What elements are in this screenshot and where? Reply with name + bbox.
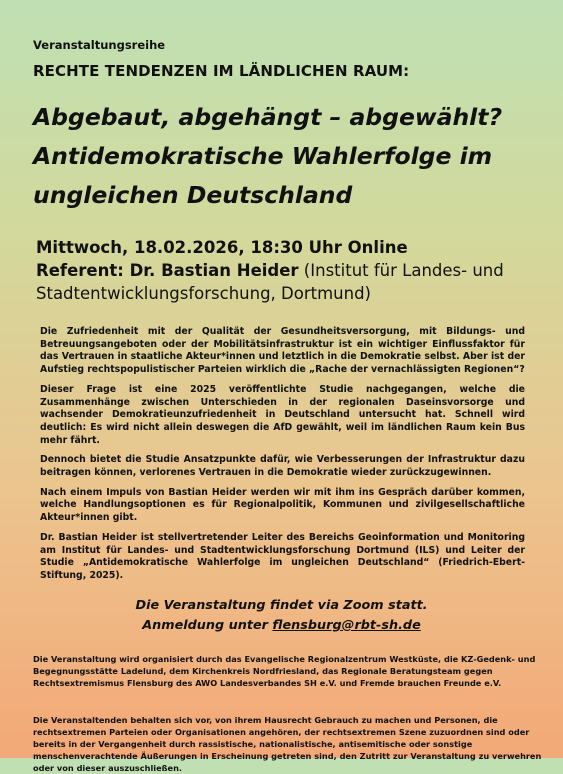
- house-rules-disclaimer: Die Veranstaltenden behalten sich vor, von ihrem Hausrecht Gebrauch zu machen und Personen, die rechtsextremen Parteien oder Organisationen angehören, der rechtsextremen Szene zuzuordnen sind oder bereits in der Vergangenheit durch rassistische, nationalistische, antisemitische oder sonstige menschenverachtende Äußerungen in Erscheinung getreten sind, den Zutritt zur Veranstaltung zu verwehren oder von dieser auszuschließen.: [33, 715, 542, 773]
- event-title-line-3: ungleichen Deutschland: [33, 181, 353, 209]
- referent-line: [36, 259, 551, 282]
- event-title: [33, 98, 543, 215]
- referent-name: Referent: Dr. Bastian Heider: [36, 261, 299, 280]
- event-description: [40, 326, 525, 590]
- referent-institution: (Institut für Landes- und: [298, 261, 504, 280]
- description-paragraph-5: Dr. Bastian Heider ist stellvertretender Leiter des Bereichs Geoinformation und Monitoring am Institut für Landes- und Stadtentwicklungsforschung Dortmund (ILS) und Leiter der Studie „Antidemokratische Wahlerfolge im ungleichen Deutschland“ (Friedrich-Ebert-Stiftung, 2025).: [40, 531, 525, 581]
- description-paragraph-3: Dennoch bietet die Studie Ansatzpunkte dafür, wie Verbesserungen der Infrastruktur dazu beitragen können, verlorenes Vertrauen in die Demokratie wieder zurückzugewinnen.: [40, 454, 525, 479]
- referent-institution-cont: Stadtentwicklungsforschung, Dortmund): [36, 284, 371, 303]
- registration-prefix: Anmeldung unter: [142, 618, 273, 633]
- event-details: [36, 236, 551, 305]
- registration-line: [0, 616, 563, 636]
- event-title-line-2: Antidemokratische Wahlerfolge im: [33, 142, 493, 170]
- series-label: Veranstaltungsreihe: [33, 38, 166, 52]
- zoom-note-line-1: Die Veranstaltung findet via Zoom statt.: [135, 598, 428, 613]
- organizers-note: Die Veranstaltung wird organisiert durch das Evangelische Regionalzentrum Westküste, die KZ-Gedenk- und Begegnungsstätte Ladelund, dem Kirchenkreis Nordfriesland, das Regionale Beratungsteam gegen Rechtsextremismus Flensburg des AWO Landesverbandes SH e.V. und Fremde brauchen Freunde e.V.: [33, 654, 536, 688]
- registration-email-link[interactable]: flensburg@rbt-sh.de: [272, 618, 421, 633]
- series-title: RECHTE TENDENZEN IM LÄNDLICHEN RAUM:: [33, 62, 410, 80]
- description-paragraph-4: Nach einem Impuls von Bastian Heider werden wir mit ihm ins Gespräch darüber kommen, welche Handlungsoptionen es für Regionalpolitik, Kommunen und zivilgesellschaftliche Akteur*innen gibt.: [40, 486, 525, 524]
- description-paragraph-1: Die Zufriedenheit mit der Qualität der Gesundheitsversorgung, mit Bildungs- und Betreuungsangeboten oder der Mobilitätsinfrastruktur ist ein wichtiger Einflussfaktor für das Vertrauen in staatliche Akteur*innen und letztlich in die Demokratie selbst. Aber ist der Aufstieg rechtspopulistischer Parteien wirklich die „Rache der vernachlässigten Regionen“?: [40, 326, 525, 376]
- event-title-line-1: Abgebaut, abgehängt – abgewählt?: [33, 103, 503, 131]
- event-date: Mittwoch, 18.02.2026, 18:30 Uhr Online: [36, 238, 408, 257]
- zoom-note: [0, 596, 563, 636]
- description-paragraph-2: Dieser Frage ist eine 2025 veröffentlichte Studie nachgegangen, welche die Zusammenhänge zwischen Unterschieden in der regionalen Daseinsvorsorge und wachsender Demokratieunzufriedenheit in Deutschland untersucht hat. Schnell wird deutlich: Es wird nicht allein deswegen die AfD gewählt, weil im ländlichen Raum kein Bus mehr fährt.: [40, 383, 525, 446]
